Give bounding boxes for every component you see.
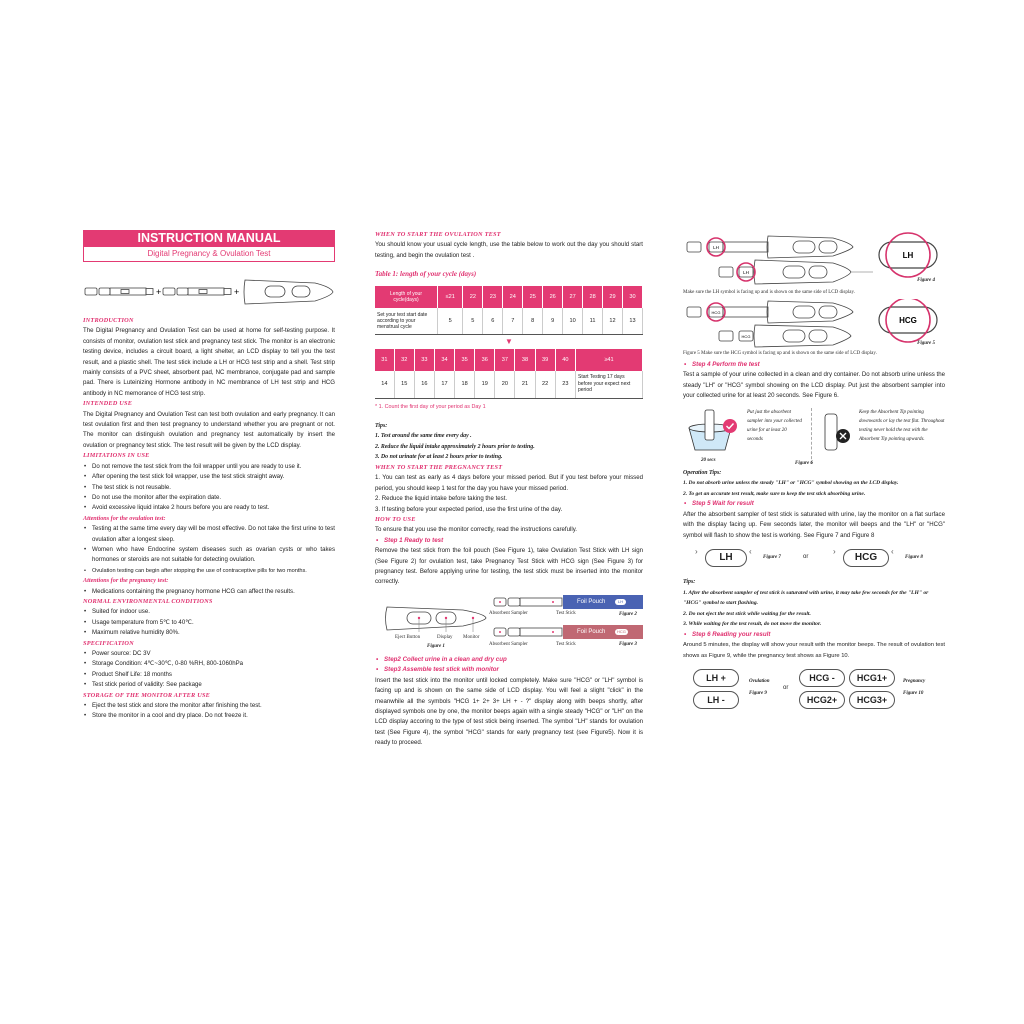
step3-text: Insert the test stick into the monitor until locked completely. Make sure "HCG" or "LH" symbol is facing up and is shown on the same side of LCD display. You will feel a slight "click" in the meanwhile all the symbols "HCG 1+ 2+ 3+ LH + - ?" display along with beeps shortly, after displayed symbols one by one, the monitor beeps again with a single steady "HCG" or "LH" on the LCD display accoring to the type of test stick being inserted. The symbol "LH" stands for ovulation test (See Figure 4), the symbol "HCG" stands for early pregnancy test (see Figure5). Now it is ready to proceed. bbox=[375, 676, 643, 747]
flash-rays-icon: › bbox=[695, 547, 698, 557]
environment-item: • Maximum relative humidity 80%. bbox=[83, 628, 335, 638]
start-day-cell: 17 bbox=[434, 371, 454, 399]
start-day-cell: 9 bbox=[543, 308, 563, 335]
environment-item: • Usage temperature from 5℃ to 40℃. bbox=[83, 618, 335, 628]
tip-item: 1. After the absorbent sampler of test stick is saturated with urine, it may take few seconds for the "LH" or "HCG" symbol to start flashing. bbox=[683, 589, 929, 607]
ovulation-start-text: You should know your usual cycle length, use the table below to work out the day you should start testing, and begin the ovulation test . bbox=[375, 241, 643, 259]
start-day-cell: 21 bbox=[515, 371, 535, 399]
cycle-length-cell: 26 bbox=[543, 286, 563, 308]
cycle-length-cell: 36 bbox=[475, 349, 495, 371]
pregnancy-start-item: 1. You can test as early as 4 days before your missed period. But if you test before your missed period, you should keep 1 test for the day you have your missed period. bbox=[375, 474, 643, 492]
specification-heading: SPECIFICATION bbox=[83, 639, 134, 647]
start-day-cell: 11 bbox=[583, 308, 603, 335]
attention-ovulation-item: • Women who have Endocrine system diseases such as ovarian cysts or who takes hormones or steroids are not suitable for detecting ovulation. bbox=[83, 545, 335, 566]
flash-rays-icon: › bbox=[833, 547, 836, 557]
cycle-length-cell: 34 bbox=[434, 349, 454, 371]
attention-pregnancy-item: • Medications containing the pregnancy hormone HCG can affect the results. bbox=[83, 587, 335, 597]
tips-heading: Tips: bbox=[375, 422, 388, 429]
start-day-cell: 20 bbox=[495, 371, 515, 399]
divider bbox=[811, 408, 812, 464]
operation-tip-item: 1. Do not absorb urine unless the steady "LH" or "HCG" symbol showing on the LCD display. bbox=[683, 480, 899, 487]
stick-lh-text: LH bbox=[743, 270, 749, 275]
monitor-label: Monitor bbox=[463, 634, 480, 640]
cup-dip-illustration bbox=[685, 408, 741, 454]
tip-item: 2. Do not eject the test stick while waiting for the result. bbox=[683, 610, 811, 617]
figure-2-caption: Figure 2 bbox=[619, 611, 637, 617]
introduction-text: The Digital Pregnancy and Ovulation Test can be used at home for self-testing purpose. It consists of monitor, ovulation test stick and pregnancy test stick. The monitor is an electronic testing device, includes a circuit board, a light shelter, an LCD display to tell you the test result, and a plastic shell. The test stick include a LH or HCG test strip and a shell. Test strip mainly consists of a PVC sheet, absorbent pad, NC membrance, conjugate pad and sample pad. There is Luteinizing Hormone antibody in NC membrance of LH test strip and HCG antibody in NC memorance of HCG test strip. bbox=[83, 327, 335, 397]
step1-text: Remove the test stick from the foil pouch (See Figure 1), take Ovulation Test Stick with LH sign (See Figure 2) for ovulation test, take Pregnancy Test Stick with HCG sign (See Figure 3) for pregnancy test. Before applying urine for testing, the test stick must be inserted into the monitor correctly. bbox=[375, 547, 643, 586]
step6-title: • Step 6 Reading your result bbox=[683, 630, 945, 640]
cycle-length-cell: ≥41 bbox=[576, 349, 643, 371]
specification-item: • Test stick period of validity: See package bbox=[83, 680, 335, 690]
specification-item: • Power source: DC 3V bbox=[83, 649, 335, 659]
figures-7-8 bbox=[683, 545, 945, 573]
storage-heading: STORAGE OF THE MONITOR AFTER USE bbox=[83, 691, 211, 699]
eject-button-label: Eject Button bbox=[395, 634, 421, 640]
figure-10-caption: Figure 10 bbox=[903, 691, 924, 697]
limitation-item: • Do not use the monitor after the expiration date. bbox=[83, 493, 335, 503]
step4-title: • Step 4 Perform the test bbox=[683, 360, 945, 370]
limitation-item: • Do not remove the test stick from the foil wrapper until you are ready to use it. bbox=[83, 462, 335, 472]
tip-item: 2. Reduce the liquid intake approximately 2 hours prior to testing. bbox=[375, 443, 535, 450]
how-to-use-heading: HOW TO USE bbox=[375, 516, 416, 524]
figure-4-text: Make sure the LH symbol is facing up and is shown on the same side of LCD display. bbox=[683, 290, 855, 295]
start-day-cell: 23 bbox=[555, 371, 575, 399]
step5-text: After the absorbent sampler of test stick is saturated with urine, lay the monitor on a flat surface with the display facing up. Few seconds later, the monitor will beeps and the "LH" or "HCG" symbol will flash to show the test is working. See Figure 7 and Figure 8 bbox=[683, 510, 945, 539]
start-day-cell: 16 bbox=[414, 371, 434, 399]
figure-9-caption: Figure 9 bbox=[749, 691, 767, 697]
limitations-heading: LIMITATIONS IN USE bbox=[83, 452, 150, 460]
specification-item: • Storage Condition: 4℃~30℃, 0-80 %RH, 800-1060hPa bbox=[83, 659, 335, 669]
intended-use-text: The Digital Pregnancy and Ovulation Test can test both ovulation and early pregnancy. It can test ovulation first and then test pregnancy to understand whether you are pregnant or not. The monitor can distinguish ovulation and pregnancy test automatically by insert the ovulation or pregnancy test stick. The test result will be given by the LCD display. bbox=[83, 410, 335, 449]
step6-text: Around 5 minutes, the display will show your result with the monitor beeps. The result of ovulation test shows as Figure 9, while the pregnancy test shows as Figure 10. bbox=[683, 642, 945, 659]
pregnancy-foil-pouch bbox=[563, 625, 643, 639]
pregnancy-start-item: 2. Reduce the liquid intake before taking the test. bbox=[375, 495, 508, 503]
start-day-cell: 8 bbox=[523, 308, 543, 335]
lcd-lh-text: LH bbox=[902, 251, 914, 260]
limitation-item: • After opening the test stick foil wrapper, use the test stick straight away. bbox=[83, 472, 335, 482]
figure-1-caption: Figure 1 bbox=[427, 643, 445, 649]
cycle-length-cell: 33 bbox=[414, 349, 434, 371]
ovulation-foil-pouch bbox=[563, 595, 643, 609]
start-day-cell: 19 bbox=[475, 371, 495, 399]
svg-text:+: + bbox=[156, 287, 162, 297]
figure-7-caption: Figure 7 bbox=[763, 555, 781, 561]
introduction-heading: INTRODUCTION bbox=[83, 317, 134, 324]
stick-lh-text: LH bbox=[713, 245, 719, 250]
product-components-illustration bbox=[83, 276, 335, 308]
flash-rays-icon: ‹ bbox=[749, 547, 752, 557]
cycle-length-cell: 28 bbox=[583, 286, 603, 308]
cycle-length-cell: 23 bbox=[483, 286, 503, 308]
start-day-cell: 5 bbox=[463, 308, 483, 335]
figure-6-left-text: Put just the absorbent sampler into your collected urine for at least 20 seconds bbox=[747, 409, 802, 442]
absorbent-sampler-label: Absorbent Sampler bbox=[489, 641, 528, 647]
result-lh-minus: LH - bbox=[693, 691, 739, 709]
pregnancy-stick-illustration bbox=[493, 625, 563, 639]
limitation-item: • Avoid excessive liquid intake 2 hours before you are ready to test. bbox=[83, 503, 335, 513]
hold-stick-illustration bbox=[817, 412, 857, 456]
result-lh-plus: LH + bbox=[693, 669, 739, 687]
start-day-cell: 12 bbox=[603, 308, 623, 335]
cycle-length-cell: 22 bbox=[463, 286, 483, 308]
cycle-length-cell: 29 bbox=[603, 286, 623, 308]
figure-6-caption: Figure 6 bbox=[795, 460, 813, 466]
result-hcg1-plus: HCG1+ bbox=[849, 669, 895, 687]
operation-tips-heading: Operation Tips: bbox=[683, 469, 722, 476]
figure-3-caption: Figure 3 bbox=[619, 641, 637, 647]
arrow-down-icon: ▼ bbox=[505, 336, 513, 346]
tip-item: 1. Test around the same time every day . bbox=[375, 433, 472, 440]
start-day-cell: 7 bbox=[503, 308, 523, 335]
start-day-label: Set your test start date according to your menstrual cycle bbox=[375, 308, 438, 335]
cycle-length-cell: 38 bbox=[515, 349, 535, 371]
figure-5-caption: Figure 5 bbox=[917, 341, 935, 346]
flashing-hcg-symbol: HCG bbox=[843, 549, 889, 567]
step3-title: • Step3 Assemble test stick with monitor bbox=[375, 665, 643, 675]
tip-item: 3. While waiting for the test result, do not move the monitor. bbox=[683, 621, 822, 628]
storage-item: • Store the monitor in a cool and dry place. Do not freeze it. bbox=[83, 711, 335, 721]
flash-rays-icon: ‹ bbox=[891, 547, 894, 557]
or-label: or bbox=[803, 554, 809, 561]
figure-4-caption: Figure 4 bbox=[917, 278, 935, 283]
storage-item: • Eject the test stick and store the monitor after finishing the test. bbox=[83, 701, 335, 711]
result-hcg2-plus: HCG2+ bbox=[799, 691, 845, 709]
how-to-use-text: To ensure that you use the monitor correctly, read the instructions carefully. bbox=[375, 526, 577, 534]
ovulation-label: Ovulation bbox=[749, 679, 770, 685]
result-hcg-negative: HCG - bbox=[799, 669, 845, 687]
figure-6-right-text: Keep the Absorbent Tip pointing downwards or lay the test flat. Throughout testing never hold the test with the Absorbent Tip pointing upwards. bbox=[859, 409, 945, 442]
cycle-length-cell: 25 bbox=[523, 286, 543, 308]
operation-tip-item: 2. To get an accurate test result, make sure to keep the test stick absorbing urine. bbox=[683, 490, 866, 497]
monitor-illustration bbox=[383, 603, 488, 633]
start-day-cell: Start Testing 17 days before your expect next period bbox=[576, 371, 643, 399]
cycle-length-cell: 31 bbox=[375, 349, 394, 371]
svg-text:+: + bbox=[234, 287, 240, 297]
stick-hcg-text: HCG bbox=[711, 310, 721, 315]
start-day-cell: 15 bbox=[394, 371, 414, 399]
cycle-table-b bbox=[375, 349, 643, 399]
tips2-heading: Tips: bbox=[683, 579, 696, 586]
pregnancy-start-heading: WHEN TO START THE PREGNANCY TEST bbox=[375, 464, 503, 471]
figures-1-3 bbox=[375, 591, 643, 655]
cycle-length-cell: 40 bbox=[555, 349, 575, 371]
twenty-seconds-label: 20 secs bbox=[701, 457, 716, 463]
step1-title: • Step 1 Ready to test bbox=[375, 536, 643, 546]
pregnancy-label: Pregnancy bbox=[903, 679, 926, 685]
environment-item: • Suited for indoor use. bbox=[83, 607, 335, 617]
limitation-item: • The test stick is not reusable. bbox=[83, 483, 335, 493]
cycle-length-cell: 30 bbox=[623, 286, 643, 308]
tip-item: 3. Do not urinate for at least 2 hours prior to testing. bbox=[375, 454, 503, 461]
cycle-length-cell: ≤21 bbox=[438, 286, 463, 308]
manual-subtitle: Digital Pregnancy & Ovulation Test bbox=[83, 247, 335, 262]
cycle-length-cell: 32 bbox=[394, 349, 414, 371]
figure-8-caption: Figure 8 bbox=[905, 555, 923, 561]
specification-item: • Product Shelf Life: 18 months bbox=[83, 670, 335, 680]
cycle-length-cell: 35 bbox=[455, 349, 475, 371]
lcd-hcg-text: HCG bbox=[899, 316, 917, 325]
start-day-cell: 13 bbox=[623, 308, 643, 335]
cycle-length-cell: 37 bbox=[495, 349, 515, 371]
lh-badge: LH bbox=[615, 599, 626, 605]
column-left bbox=[83, 230, 335, 722]
cycle-length-cell: 39 bbox=[535, 349, 555, 371]
step4-text: Test a sample of your urine collected in a clean and dry container. Do not absorb urine unless the steady "LH" or "HCG" symbol showing on the LCD display. Put just the absorbent sampler into your collected urine for at least 20 seconds. See Figure 6. bbox=[683, 371, 945, 400]
start-day-cell: 22 bbox=[535, 371, 555, 399]
stick-hcg-text: HCG bbox=[741, 334, 751, 339]
table-title: Table 1: length of your cycle (days) bbox=[375, 270, 477, 279]
ovulation-stick-illustration bbox=[493, 595, 563, 609]
attention-ovulation-item: • Testing at the same time every day will be most effective. Do not take the first urine to test ovulation after a longest sleep. bbox=[83, 524, 335, 545]
test-stick-label: Test Stick bbox=[556, 641, 576, 647]
hcg-badge: HCG bbox=[617, 628, 626, 634]
pregnancy-start-item: 3. If testing before your expected period, use the first urine of the day. bbox=[375, 505, 563, 513]
environment-heading: NORMAL ENVIRONMENTAL CONDITIONS bbox=[83, 597, 213, 605]
figure-6 bbox=[683, 406, 945, 468]
intended-use-heading: INTENDED USE bbox=[83, 400, 133, 408]
start-day-cell: 10 bbox=[563, 308, 583, 335]
absorbent-sampler-label: Absorbent Sampler bbox=[489, 610, 528, 616]
cycle-length-cell: 24 bbox=[503, 286, 523, 308]
step5-title: • Step 5 Wait for result bbox=[683, 499, 945, 509]
cycle-table-a bbox=[375, 286, 643, 335]
figure-5 bbox=[683, 299, 945, 351]
start-day-cell: 14 bbox=[375, 371, 394, 399]
result-hcg3-plus: HCG3+ bbox=[849, 691, 895, 709]
attention-ovulation-item: • Ovulation testing can begin after stopping the use of contraceptive pills for two months. bbox=[83, 566, 335, 576]
foil-pouch-label: Foil Pouch bbox=[577, 598, 606, 605]
test-stick-label: Test Stick bbox=[556, 610, 576, 616]
ovulation-start-heading: WHEN TO START THE OVULATION TEST bbox=[375, 231, 501, 238]
display-label: Display bbox=[437, 634, 453, 640]
start-day-cell: 6 bbox=[483, 308, 503, 335]
start-day-cell: 5 bbox=[438, 308, 463, 335]
flashing-lh-symbol: LH bbox=[705, 549, 747, 567]
figure-4 bbox=[683, 230, 945, 288]
column-right bbox=[683, 230, 945, 719]
manual-title: INSTRUCTION MANUAL bbox=[83, 230, 335, 247]
table-footnote: * 1. Count the first day of your period as Day 1 bbox=[375, 403, 486, 410]
attention-pregnancy-heading: Attentions for the pregnancy test: bbox=[83, 577, 169, 585]
figure-5-text: Figure 5 Make sure the HCG symbol is facing up and is shown on the same side of LCD display. bbox=[683, 351, 877, 356]
start-day-cell: 18 bbox=[455, 371, 475, 399]
hcg-stick-monitor-illustration bbox=[683, 299, 945, 351]
column-middle bbox=[375, 230, 643, 749]
cycle-length-cell: 27 bbox=[563, 286, 583, 308]
or-label: or bbox=[783, 685, 789, 692]
lh-stick-monitor-illustration bbox=[683, 230, 945, 288]
attention-ovulation-heading: Attentions for the ovulation test: bbox=[83, 514, 166, 522]
foil-pouch-label: Foil Pouch bbox=[577, 628, 606, 635]
step2-title: • Step2 Collect urine in a clean and dry cup bbox=[375, 655, 643, 665]
cycle-header-label: Length of your cycle(days) bbox=[375, 286, 438, 308]
figures-9-10 bbox=[683, 667, 945, 719]
